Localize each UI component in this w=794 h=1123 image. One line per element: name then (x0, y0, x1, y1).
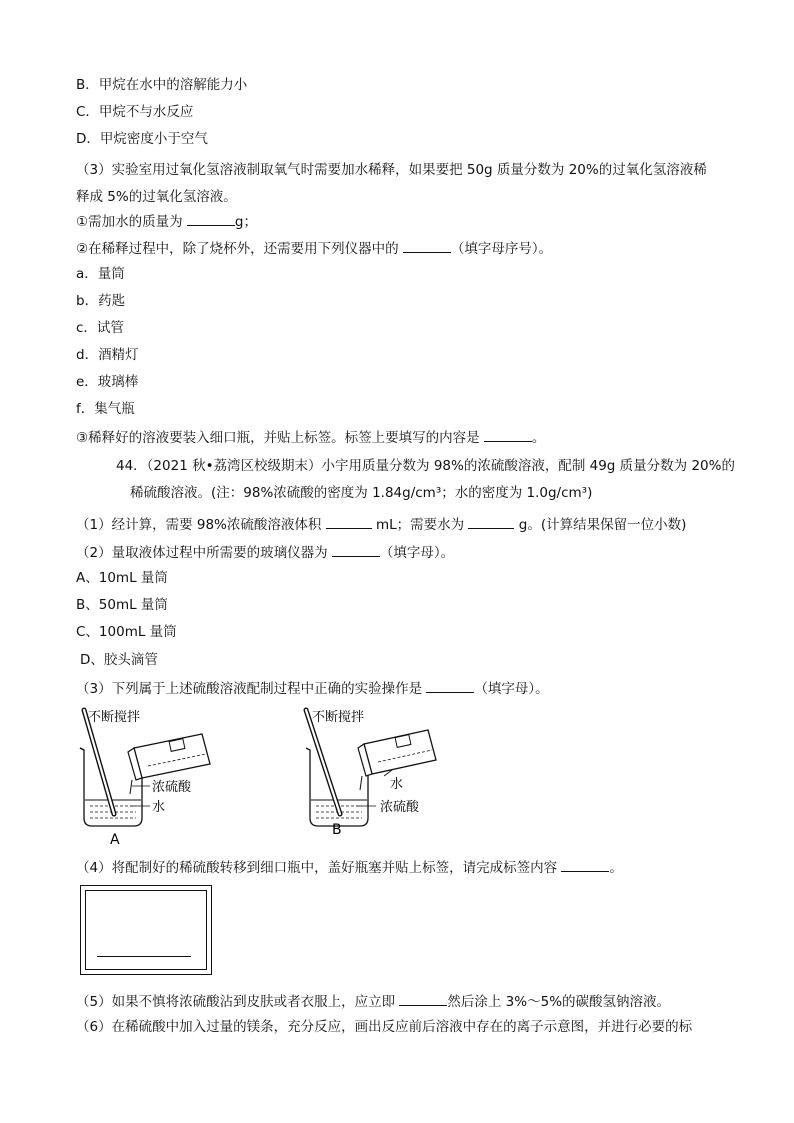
q44-option-d: D、胶头滴管 (80, 652, 158, 668)
option-b: B．甲烷在水中的溶解能力小 (76, 77, 248, 93)
q44-part-3: （3）下列属于上述硫酸溶液配制过程中正确的实验操作是 （填字母）。 (76, 678, 549, 698)
figure-b-pour-label: 水 (390, 777, 404, 792)
question-44-line2: 稀硫酸溶液。(注：98%浓硫酸的密度为 1.84g/cm³；水的密度为 1.0g/cm³) (130, 485, 593, 501)
option-d: D．甲烷密度小于空气 (76, 131, 208, 147)
option-c-lower: c．试管 (76, 320, 124, 336)
figure-b-beaker-label: 浓硫酸 (380, 800, 420, 815)
q44-part-6: （6）在稀硫酸中加入过量的镁条，充分反应，画出反应前后溶液中存在的离子示意图，并进行必要的标 (76, 1019, 693, 1035)
option-f-lower: f．集气瓶 (76, 401, 135, 417)
figure-a-caption: A (110, 832, 120, 848)
sub-question-3: ③稀释好的溶液要装入细口瓶，并贴上标签。标签上要填写的内容是 。 (76, 427, 545, 447)
answer-blank[interactable] (326, 514, 372, 529)
figure-b-beaker (306, 748, 368, 826)
q44-part-4: （4）将配制好的稀硫酸转移到细口瓶中，盖好瓶塞并贴上标签，请完成标签内容 。 (76, 857, 623, 877)
figure-a-stir-label: 不断搅拌 (88, 710, 141, 725)
option-b-lower: b．药匙 (76, 293, 126, 309)
q44-option-c: C、100mL 量筒 (76, 624, 177, 640)
label-blank-line (97, 956, 191, 957)
answer-blank[interactable] (332, 542, 380, 557)
figure-b-caption: B (332, 822, 342, 838)
option-a: a．量筒 (76, 266, 125, 282)
figure-b (296, 706, 476, 851)
answer-blank[interactable] (399, 991, 447, 1006)
q44-option-b: B、50mL 量筒 (76, 597, 168, 613)
option-e-lower: e．玻璃棒 (76, 374, 139, 390)
option-d-lower: d．酒精灯 (76, 347, 139, 363)
label-box[interactable] (80, 885, 212, 975)
answer-blank[interactable] (403, 238, 451, 253)
figure-a-pour-label: 浓硫酸 (152, 780, 192, 795)
answer-blank[interactable] (468, 514, 514, 529)
sub-question-1: ①需加水的质量为 g； (76, 211, 257, 231)
figure-a (70, 706, 240, 851)
answer-blank[interactable] (561, 857, 609, 872)
figure-b-glass-rod (306, 710, 340, 814)
answer-blank[interactable] (484, 427, 532, 442)
sub-question-2: ②在稀释过程中，除了烧杯外，还需要用下列仪器中的 （填字母序号）。 (76, 238, 552, 258)
answer-blank[interactable] (426, 678, 474, 693)
figure-a-glass-rod (84, 710, 114, 814)
q44-part-1: （1）经计算，需要 98%浓硫酸溶液体积 mL；需要水为 g。(计算结果保留一位小数) (76, 514, 686, 534)
figure-a-beaker-label: 水 (152, 800, 166, 815)
q44-part-5: （5）如果不慎将浓硫酸沾到皮肤或者衣服上，应立即 然后涂上 3%～5%的碳酸氢钠溶液。 (76, 991, 670, 1011)
q44-option-a: A、10mL 量筒 (76, 570, 168, 586)
question-44-line1: 44．（2021 秋•荔湾区校级期末）小宇用质量分数为 98%的浓硫酸溶液，配制 49g 质量分数为 20%的 (116, 458, 735, 474)
answer-blank[interactable] (187, 211, 235, 226)
q44-part-2: （2）量取液体过程中所需要的玻璃仪器为 （填字母）。 (76, 542, 454, 562)
option-c: C．甲烷不与水反应 (76, 104, 194, 120)
question-3-text: （3）实验室用过氧化氢溶液制取氧气时需要加水稀释，如果要把 50g 质量分数为 20%的过氧化氢溶液稀释成 5%的过氧化氢溶液。 (76, 162, 707, 205)
figure-b-stir-label: 不断搅拌 (312, 710, 365, 725)
